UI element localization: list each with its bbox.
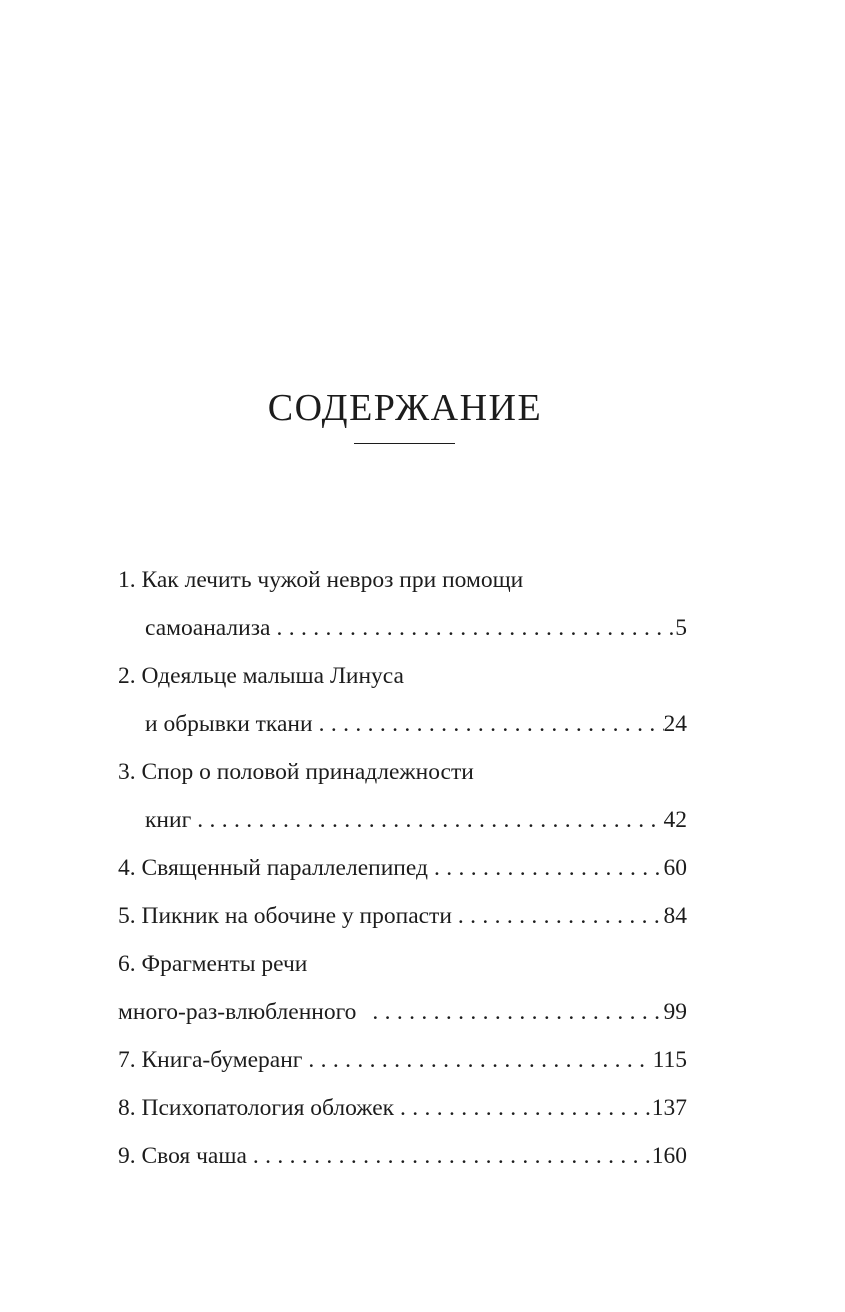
- dot-leader: [452, 903, 664, 930]
- dot-leader: [356, 999, 663, 1026]
- toc-entry-title-cont: много-раз-влюбленного: [118, 998, 357, 1025]
- page-title: СОДЕРЖАНИЕ: [267, 387, 543, 429]
- toc-entry-title-cont: самоанализа: [145, 614, 271, 641]
- toc-entry-title: 1. Как лечить чужой невроз при помощи: [118, 566, 524, 593]
- dot-leader: [394, 1095, 652, 1122]
- toc-entry-title: 3. Спор о половой принадлежности: [118, 758, 474, 785]
- toc-entry-3-title[interactable]: [118, 748, 687, 796]
- toc-entry-title: 9. Своя чаша: [118, 1142, 247, 1169]
- toc-entry-2-title[interactable]: [118, 652, 687, 700]
- toc-entry-2-continuation[interactable]: [118, 700, 687, 748]
- toc-entry-title: 6. Фрагменты речи: [118, 950, 308, 977]
- table-of-contents: [118, 556, 687, 1180]
- toc-entry-title: 5. Пикник на обочине у пропасти: [118, 902, 452, 929]
- toc-page-number: 5: [675, 614, 687, 641]
- toc-page-number: 115: [652, 1046, 687, 1073]
- toc-entry-3-continuation[interactable]: [118, 796, 687, 844]
- toc-page-number: 84: [663, 902, 687, 929]
- toc-entry-title: 7. Книга-бумеранг: [118, 1046, 303, 1073]
- toc-entry-title-cont: книг: [145, 806, 192, 833]
- toc-entry-title: 2. Одеяльце малыша Линуса: [118, 662, 404, 689]
- toc-entry-6-title[interactable]: [118, 940, 687, 988]
- dot-leader: [191, 807, 663, 834]
- toc-entry-title: 8. Психопатология обложек: [118, 1094, 395, 1121]
- toc-page-number: 160: [651, 1142, 687, 1169]
- dot-leader: [270, 615, 675, 642]
- toc-entry-1-continuation[interactable]: [118, 604, 687, 652]
- toc-entry-8[interactable]: [118, 1084, 687, 1132]
- toc-entry-title-cont: и обрывки ткани: [145, 710, 313, 737]
- dot-leader: [302, 1047, 652, 1074]
- dot-leader: [247, 1143, 652, 1170]
- toc-page-number: 42: [663, 806, 687, 833]
- dot-leader: [313, 711, 664, 738]
- toc-page-number: 137: [651, 1094, 687, 1121]
- toc-page-number: 24: [663, 710, 687, 737]
- toc-entry-9[interactable]: [118, 1132, 687, 1180]
- toc-entry-5[interactable]: [118, 892, 687, 940]
- toc-entry-6-continuation[interactable]: [118, 988, 687, 1036]
- toc-entry-4[interactable]: [118, 844, 687, 892]
- toc-entry-7[interactable]: [118, 1036, 687, 1084]
- toc-entry-1-title[interactable]: [118, 556, 687, 604]
- toc-entry-title: 4. Священный параллелепипед: [118, 854, 428, 881]
- title-underline: [354, 443, 455, 444]
- toc-page-number: 60: [663, 854, 687, 881]
- dot-leader: [428, 855, 664, 882]
- toc-page-number: 99: [663, 998, 687, 1025]
